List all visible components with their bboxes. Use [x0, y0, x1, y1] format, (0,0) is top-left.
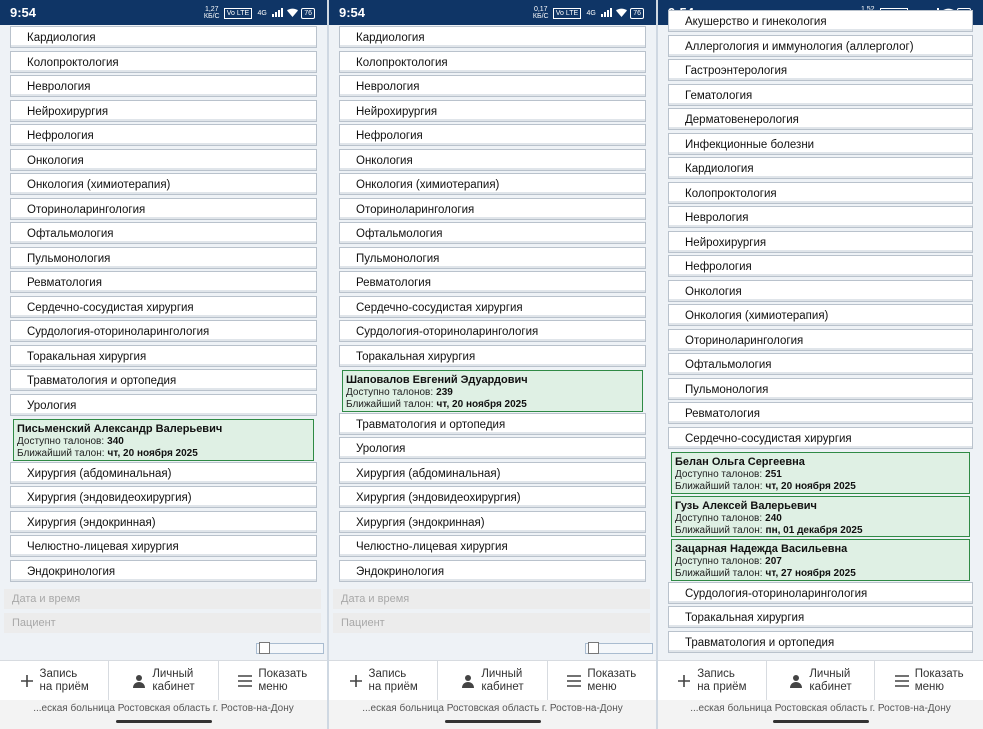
- personal-cabinet-label: Личный кабинет: [152, 668, 195, 693]
- signal-bars-icon: [272, 8, 284, 19]
- specialty-item[interactable]: Оториноларингология: [668, 329, 973, 351]
- specialty-item[interactable]: Эндокринология: [339, 560, 646, 582]
- status-bar: [0, 0, 327, 25]
- specialty-item[interactable]: Офтальмология: [339, 222, 646, 244]
- doctor-card[interactable]: [13, 419, 314, 461]
- nearest-label: Ближайший талон:: [675, 524, 763, 536]
- battery-icon: 76: [630, 8, 644, 19]
- nearest-ticket: [675, 568, 966, 580]
- status-icons: [532, 6, 644, 20]
- specialty-list-area: [0, 25, 327, 660]
- status-time: 9:54: [339, 5, 366, 20]
- personal-cabinet-label: Личный кабинет: [809, 668, 852, 693]
- bottom-navigation: [658, 660, 983, 701]
- specialty-item[interactable]: Хирургия (эндокринная): [339, 511, 646, 533]
- specialty-item[interactable]: Нефрология: [10, 124, 317, 146]
- footer-bar: [0, 700, 327, 729]
- specialty-item[interactable]: Нефрология: [668, 255, 973, 277]
- specialty-item[interactable]: Челюстно-лицевая хирургия: [10, 535, 317, 557]
- specialty-item[interactable]: Сердечно-сосудистая хирургия: [10, 296, 317, 318]
- show-menu-button[interactable]: [219, 661, 327, 701]
- menu-icon: [238, 674, 252, 688]
- nearest-date: чт, 27 ноября 2025: [765, 568, 856, 579]
- doctor-name: Гузь Алексей Валерьевич: [675, 499, 817, 512]
- specialty-list-area: [329, 25, 656, 660]
- available-count: 240: [765, 512, 782, 524]
- nearest-ticket: [675, 525, 966, 537]
- specialty-item[interactable]: Ревматология: [339, 271, 646, 293]
- specialty-item[interactable]: Онкология: [668, 280, 973, 302]
- specialty-item[interactable]: Торакальная хирургия: [10, 345, 317, 367]
- menu-icon: [895, 674, 909, 688]
- available-label: Доступно талонов:: [675, 512, 763, 524]
- specialty-item[interactable]: Хирургия (абдоминальная): [10, 462, 317, 484]
- specialty-item[interactable]: Онкология (химиотерапия): [339, 173, 646, 195]
- available-tickets: [675, 513, 966, 525]
- show-menu-label: Показать меню: [258, 668, 308, 693]
- available-count: 340: [107, 436, 124, 447]
- specialty-item[interactable]: Хирургия (эндокринная): [10, 511, 317, 533]
- specialty-item[interactable]: Пульмонология: [10, 247, 317, 269]
- network-speed: 1,27 КБ/С: [203, 6, 220, 20]
- doctor-name: Белан Ольга Сергеевна: [675, 456, 805, 468]
- available-count: 207: [765, 556, 782, 567]
- specialty-item[interactable]: Инфекционные болезни: [668, 133, 973, 155]
- nearest-label: Ближайший талон:: [675, 568, 763, 579]
- specialty-item[interactable]: Челюстно-лицевая хирургия: [339, 535, 646, 557]
- appointment-button[interactable]: [329, 661, 438, 701]
- specialty-item[interactable]: Дерматовенерология: [668, 108, 973, 130]
- specialty-item[interactable]: Нейрохирургия: [10, 100, 317, 122]
- specialty-item[interactable]: Травматология и ортопедия: [10, 369, 317, 391]
- phone-screen-1: [0, 0, 327, 729]
- specialty-item[interactable]: Пульмонология: [339, 247, 646, 269]
- specialty-item[interactable]: Кардиология: [668, 157, 973, 179]
- nearest-date: чт, 20 ноября 2025: [765, 481, 856, 492]
- specialty-item[interactable]: Эндокринология: [10, 560, 317, 582]
- footer-text: ...еская больница Ростовская область г. Ростов-на-Дону: [362, 703, 623, 714]
- nearest-date: чт, 20 ноября 2025: [436, 399, 527, 410]
- specialty-item[interactable]: Кардиология: [10, 26, 317, 48]
- datetime-field[interactable]: Дата и время: [4, 589, 321, 609]
- appointment-button[interactable]: [658, 661, 767, 701]
- nearest-label: Ближайший талон:: [675, 481, 763, 492]
- doctor-card[interactable]: [671, 496, 970, 538]
- show-menu-button[interactable]: [548, 661, 656, 701]
- specialty-item[interactable]: Пульмонология: [668, 378, 973, 400]
- network-speed: 0,17 КБ/С: [532, 6, 549, 20]
- specialty-item[interactable]: Ревматология: [668, 402, 973, 424]
- specialty-item[interactable]: Хирургия (абдоминальная): [339, 462, 646, 484]
- specialty-item[interactable]: Травматология и ортопедия: [668, 631, 973, 653]
- nearest-ticket: [346, 399, 639, 411]
- specialty-item[interactable]: Торакальная хирургия: [668, 606, 973, 628]
- personal-cabinet-button[interactable]: [767, 661, 876, 701]
- specialty-item[interactable]: Офтальмология: [10, 222, 317, 244]
- specialty-item[interactable]: Колопроктология: [668, 182, 973, 204]
- available-label: Доступно талонов:: [675, 556, 763, 567]
- footer-bar: [658, 700, 983, 729]
- signal-bars-icon: [601, 8, 613, 19]
- status-icons: [203, 6, 315, 20]
- home-indicator: [773, 720, 869, 723]
- specialty-item[interactable]: Неврология: [339, 75, 646, 97]
- specialty-item[interactable]: Урология: [339, 437, 646, 459]
- wifi-icon: [287, 8, 298, 19]
- specialty-item[interactable]: Гастроэнтерология: [668, 59, 973, 81]
- nearest-ticket: [17, 448, 310, 460]
- battery-icon: 76: [301, 8, 315, 19]
- doctor-card[interactable]: [342, 370, 643, 412]
- available-label: Доступно талонов:: [346, 387, 434, 398]
- available-tickets: [675, 556, 966, 568]
- specialty-item[interactable]: Онкология: [10, 149, 317, 171]
- specialty-item[interactable]: Нефрология: [339, 124, 646, 146]
- phone-screen-2: [329, 0, 656, 729]
- appointment-label: Запись на приём: [697, 668, 747, 693]
- specialty-item[interactable]: Торакальная хирургия: [339, 345, 646, 367]
- phone-screen-3: [658, 0, 983, 729]
- footer-text: ...еская больница Ростовская область г. Ростов-на-Дону: [690, 703, 951, 714]
- volte-icon: Vo LTE: [553, 8, 581, 19]
- specialty-item[interactable]: Ревматология: [10, 271, 317, 293]
- specialty-item[interactable]: Сердечно-сосудистая хирургия: [339, 296, 646, 318]
- specialty-item[interactable]: Онкология (химиотерапия): [10, 173, 317, 195]
- show-menu-label: Показать меню: [914, 668, 964, 693]
- person-icon: [789, 674, 803, 688]
- available-label: Доступно талонов:: [675, 469, 763, 480]
- specialty-item[interactable]: Нейрохирургия: [668, 231, 973, 253]
- specialty-item[interactable]: Травматология и ортопедия: [339, 413, 646, 435]
- specialty-item[interactable]: Колопроктология: [339, 51, 646, 73]
- available-count: 251: [765, 469, 782, 480]
- home-indicator: [116, 720, 212, 723]
- available-tickets: [675, 469, 966, 481]
- specialty-item[interactable]: Урология: [10, 394, 317, 416]
- available-label: Доступно талонов:: [17, 436, 105, 447]
- specialty-list-area: [658, 16, 983, 660]
- nearest-label: Ближайший талон:: [346, 399, 434, 410]
- show-menu-label: Показать меню: [587, 668, 637, 693]
- personal-cabinet-label: Личный кабинет: [481, 668, 524, 693]
- volte-icon: Vo LTE: [224, 8, 252, 19]
- specialty-item[interactable]: Акушерство и гинекология: [668, 10, 973, 32]
- specialty-item[interactable]: Гематология: [668, 84, 973, 106]
- appointment-label: Запись на приём: [368, 668, 418, 693]
- specialty-item[interactable]: Сердечно-сосудистая хирургия: [668, 427, 973, 449]
- specialty-item[interactable]: Колопроктология: [10, 51, 317, 73]
- available-count: 239: [436, 387, 453, 398]
- nearest-label: Ближайший талон:: [17, 448, 105, 459]
- signal-icon: 4G: [586, 9, 596, 17]
- menu-icon: [567, 674, 581, 688]
- specialty-item[interactable]: Сурдология-оториноларингология: [10, 320, 317, 342]
- home-indicator: [445, 720, 541, 723]
- specialty-item[interactable]: Офтальмология: [668, 353, 973, 375]
- specialty-item[interactable]: Оториноларингология: [10, 198, 317, 220]
- doctor-card[interactable]: [671, 452, 970, 494]
- specialty-item[interactable]: Сурдология-оториноларингология: [339, 320, 646, 342]
- show-menu-button[interactable]: [875, 661, 983, 701]
- person-icon: [132, 674, 146, 688]
- available-tickets: [17, 436, 310, 448]
- appointment-button[interactable]: [0, 661, 109, 701]
- specialty-item[interactable]: Хирургия (эндовидеохирургия): [339, 486, 646, 508]
- personal-cabinet-button[interactable]: [109, 661, 218, 701]
- specialty-item[interactable]: Аллергология и иммунология (аллерголог): [668, 35, 973, 57]
- doctor-card[interactable]: [671, 539, 970, 581]
- broken-image-icon: [256, 643, 324, 654]
- nearest-date: пн, 01 декабря 2025: [765, 524, 863, 536]
- wifi-icon: [616, 8, 627, 19]
- broken-image-icon: [585, 643, 653, 654]
- specialty-item[interactable]: Онкология (химиотерапия): [668, 304, 973, 326]
- plus-icon: [20, 674, 34, 688]
- specialty-item[interactable]: Оториноларингология: [339, 198, 646, 220]
- specialty-item[interactable]: Неврология: [10, 75, 317, 97]
- nearest-ticket: [675, 481, 966, 493]
- footer-bar: [329, 700, 656, 729]
- plus-icon: [349, 674, 363, 688]
- datetime-field[interactable]: Дата и время: [333, 589, 650, 609]
- doctor-name: Зацарная Надежда Васильевна: [675, 543, 848, 555]
- patient-field[interactable]: Пациент: [4, 613, 321, 633]
- bottom-navigation: [0, 660, 327, 701]
- appointment-label: Запись на приём: [39, 668, 89, 693]
- patient-field[interactable]: Пациент: [333, 613, 650, 633]
- specialty-item[interactable]: Хирургия (эндовидеохирургия): [10, 486, 317, 508]
- available-tickets: [346, 387, 639, 399]
- person-icon: [461, 674, 475, 688]
- specialty-item[interactable]: Неврология: [668, 206, 973, 228]
- doctor-name: Шаповалов Евгений Эдуардович: [346, 374, 528, 386]
- specialty-item[interactable]: Кардиология: [339, 26, 646, 48]
- footer-text: ...еская больница Ростовская область г. Ростов-на-Дону: [33, 703, 294, 714]
- bottom-navigation: [329, 660, 656, 701]
- signal-icon: 4G: [257, 9, 267, 17]
- specialty-item[interactable]: Нейрохирургия: [339, 100, 646, 122]
- status-time: 9:54: [10, 5, 37, 20]
- personal-cabinet-button[interactable]: [438, 661, 547, 701]
- plus-icon: [677, 674, 691, 688]
- status-bar: [329, 0, 656, 25]
- nearest-date: чт, 20 ноября 2025: [107, 448, 198, 459]
- specialty-item[interactable]: Онкология: [339, 149, 646, 171]
- specialty-item[interactable]: Сурдология-оториноларингология: [668, 582, 973, 604]
- doctor-name: Письменский Александр Валерьевич: [17, 423, 223, 435]
